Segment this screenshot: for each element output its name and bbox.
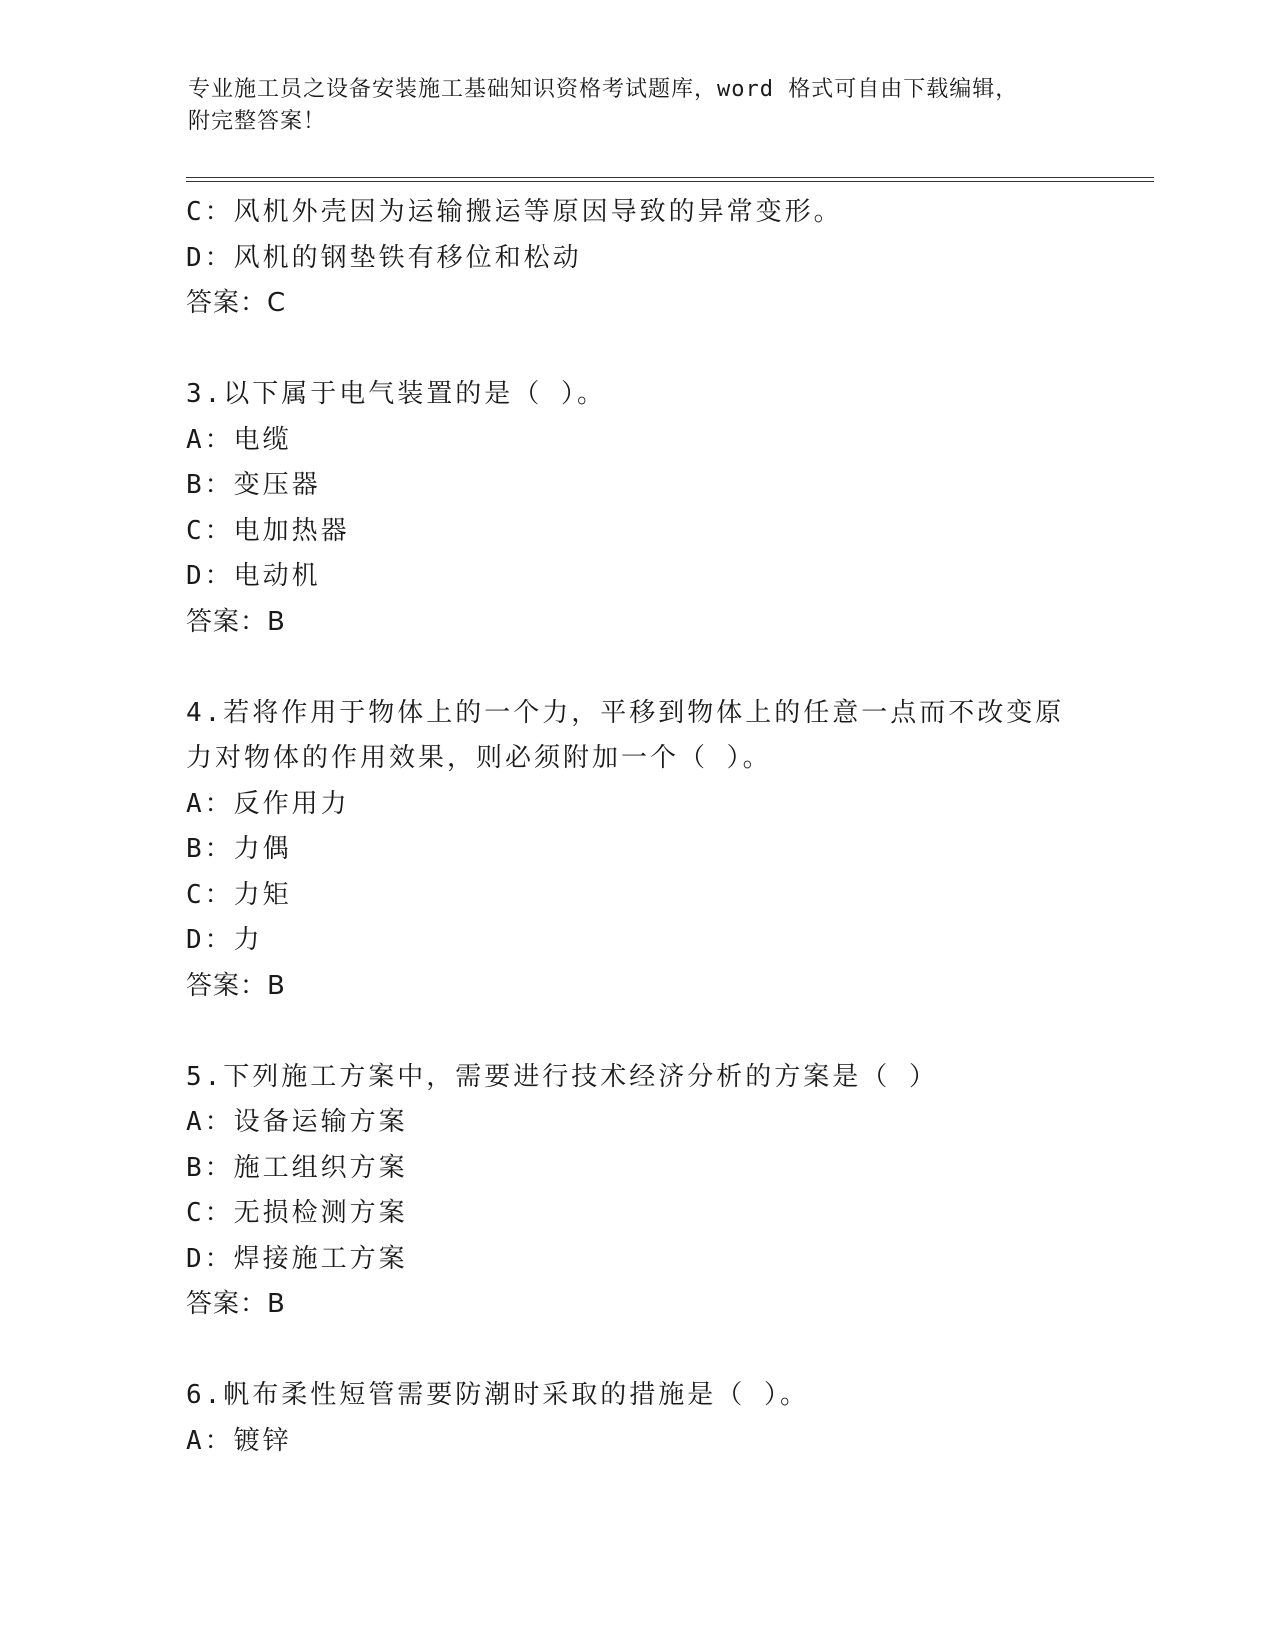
answer-line: 答案：B	[186, 1289, 286, 1319]
document-header	[188, 74, 1088, 138]
question-stem-continued: 力对物体的作用效果，则必须附加一个（ ）。	[186, 743, 772, 773]
option-b: B：施工组织方案	[186, 1152, 408, 1183]
answer-line: 答案：B	[186, 970, 286, 1001]
spacer	[186, 1009, 1146, 1055]
answer-line: 答案：B	[186, 606, 286, 637]
header-line-1: 专业施工员之设备安装施工基础知识资格考试题库，word 格式可自由下载编辑，	[188, 77, 1019, 102]
question-3	[186, 372, 1146, 645]
question-4	[186, 691, 1146, 1010]
option-d: D：电动机	[186, 561, 321, 591]
option-d: D：焊接施工方案	[186, 1243, 408, 1274]
option-c: C：无损检测方案	[186, 1198, 408, 1228]
header-line-2: 附完整答案！	[188, 109, 327, 134]
question-stem: 4.若将作用于物体上的一个力，平移到物体上的任意一点而不改变原	[186, 697, 1065, 728]
question-stem: 5.下列施工方案中，需要进行技术经济分析的方案是（ ）	[186, 1061, 938, 1092]
option-d: D：风机的钢垫铁有移位和松动	[186, 242, 582, 273]
option-a: A：反作用力	[186, 788, 350, 819]
option-a: A：镀锌	[186, 1425, 292, 1456]
option-c: C：风机外壳因为运输搬运等原因导致的异常变形。	[186, 197, 843, 227]
header-divider	[186, 177, 1154, 182]
answer-line: 答案：C	[186, 288, 287, 318]
question-stem: 3.以下属于电气装置的是（ ）。	[186, 379, 606, 409]
option-c: C：电加热器	[186, 515, 350, 546]
option-b: B：变压器	[186, 470, 321, 500]
question-stem: 6.帆布柔性短管需要防潮时采取的措施是（ ）。	[186, 1380, 809, 1410]
option-a: A：电缆	[186, 424, 292, 455]
question-6	[186, 1373, 1146, 1464]
option-c: C：力矩	[186, 879, 292, 910]
question-5	[186, 1055, 1146, 1328]
spacer	[186, 645, 1146, 691]
option-b: B：力偶	[186, 834, 292, 864]
spacer	[186, 1328, 1146, 1374]
option-d: D：力	[186, 925, 263, 955]
spacer	[186, 327, 1146, 373]
question-2-partial	[186, 190, 1146, 327]
option-a: A：设备运输方案	[186, 1107, 408, 1137]
question-list	[186, 190, 1146, 1464]
